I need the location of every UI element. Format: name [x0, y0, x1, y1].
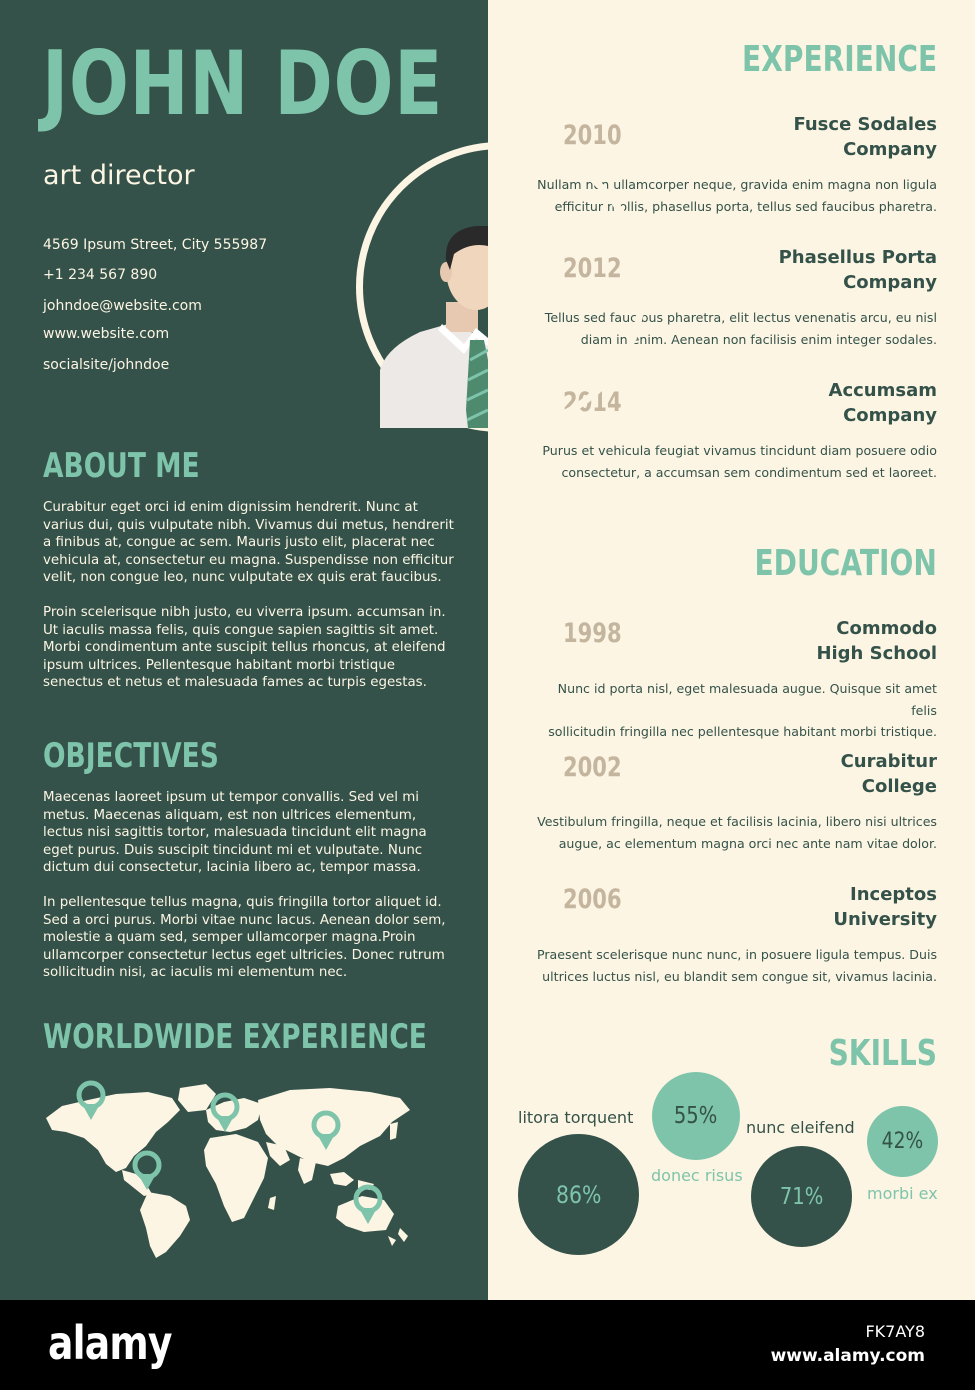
- worldwide-title: WORLDWIDE EXPERIENCE: [43, 1017, 427, 1057]
- contact-email: johndoe@website.com: [43, 298, 202, 314]
- school-line: College: [861, 776, 937, 797]
- skill-bubble: [867, 1106, 938, 1177]
- company-line: Fusce Sodales: [793, 114, 937, 135]
- site-url: www.alamy.com: [770, 1346, 925, 1366]
- education-school: [677, 749, 937, 799]
- description-line: diam in enim. Aenean non facilisis enim integer sodales.: [580, 331, 937, 347]
- candidate-role: art director: [43, 160, 195, 191]
- map-pin-icon: [309, 1110, 343, 1154]
- description-line: ultrices luctus nisl, eu blandit sem congue sit, vivamus lacinia.: [542, 968, 937, 984]
- experience-company: [677, 378, 937, 428]
- experience-description: [537, 440, 937, 483]
- avatar-icon: [380, 220, 488, 428]
- school-line: Inceptos: [850, 884, 937, 905]
- about-paragraph-1: Curabitur eget orci id enim dignissim hendrerit. Nunc at varius dui, quis vulputate nibh. Vivamus dui metus, hendrerit a finibus at, congue ac sem. Mauris justo elit, placerat nec vehicula at, consectetur eu magna. Suspendisse non efficitur velit, non congue leo, nunc vulputate ex quis erat faucibus.: [43, 500, 454, 586]
- description-line: Nunc id porta nisl, eget malesuada augue. Quisque sit amet felis: [557, 681, 937, 718]
- description-line: Tellus sed faucibus pharetra, elit lectus venenatis arcu, eu nisl: [544, 310, 937, 325]
- map-pin-icon: [351, 1184, 385, 1228]
- candidate-name: JOHN DOE: [42, 32, 444, 135]
- contact-website: www.website.com: [43, 326, 170, 342]
- skill-label: donec risus: [651, 1166, 743, 1185]
- company-line: Phasellus Porta: [778, 247, 937, 268]
- description-line: Nullam non ullamcorper neque, gravida enim magna non ligula: [537, 177, 937, 192]
- objectives-title: OBJECTIVES: [43, 736, 219, 776]
- education-description: [537, 944, 937, 987]
- education-description: [537, 678, 937, 743]
- description-line: augue, ac elementum magna orci nec ante nam vitae dolor.: [558, 835, 937, 851]
- company-line: Company: [843, 272, 937, 293]
- contact-social: socialsite/johndoe: [43, 357, 170, 373]
- education-title: EDUCATION: [754, 543, 937, 584]
- skill-value: 86%: [555, 1180, 602, 1209]
- description-line: efficitur mollis, phasellus porta, tellus sed faucibus pharetra.: [554, 198, 937, 214]
- skill-value: 71%: [779, 1183, 824, 1210]
- experience-company: [677, 112, 937, 162]
- description-line: consectetur, a accumsan sem condimentum sed et laoreet.: [561, 464, 937, 480]
- company-line: Company: [843, 405, 937, 426]
- map-pin-icon: [130, 1150, 164, 1194]
- skill-value: 42%: [881, 1129, 924, 1154]
- skill-bubble: [751, 1146, 852, 1247]
- experience-year: 2014: [563, 387, 622, 418]
- education-description: [537, 811, 937, 854]
- company-line: Company: [843, 139, 937, 160]
- school-line: High School: [816, 643, 937, 664]
- objectives-paragraph-1: Maecenas laoreet ipsum ut tempor convallis. Sed vel mi metus. Maecenas aliquam, est non ultrices elementum, lectus nisi sagittis tortor, malesuada tincidunt elit magna eget purus. Duis suscipit tincidunt mi et vulputate. Nunc dictum dui consectetur, lacinia libero ac, tempor massa.: [43, 790, 427, 876]
- education-school: [677, 616, 937, 666]
- map-pin-icon: [208, 1092, 242, 1136]
- skill-label: nunc eleifend: [746, 1118, 855, 1137]
- about-paragraph-2: Proin scelerisque nibh justo, eu viverra ipsum. accumsan in. Ut iaculis massa felis, quis congue sapien sagittis sit amet. Morbi condimentum ante suscipit tellus rhoncus, at eleifend ipsum ultrices. Pellentesque habitant morbi tristique senectus et netus et malesuada fames ac turpis egestas.: [43, 605, 446, 691]
- experience-year: 2010: [563, 120, 622, 151]
- about-title: ABOUT ME: [43, 446, 200, 486]
- skill-bubble: [518, 1134, 639, 1255]
- education-year: 2006: [563, 884, 622, 915]
- experience-title: EXPERIENCE: [741, 39, 937, 80]
- experience-company: [677, 245, 937, 295]
- skill-label: morbi ex: [867, 1184, 938, 1203]
- education-school: [677, 882, 937, 932]
- school-line: University: [833, 909, 937, 930]
- contact-phone: +1 234 567 890: [43, 267, 158, 283]
- school-line: Commodo: [836, 618, 937, 639]
- skill-label: litora torquent: [518, 1108, 634, 1127]
- description-line: Vestibulum fringilla, neque et facilisis lacinia, libero nisi ultrices: [537, 814, 937, 829]
- contact-address: 4569 Ipsum Street, City 555987: [43, 237, 268, 253]
- description-line: Praesent scelerisque nunc nunc, in posuere ligula tempus. Duis: [537, 947, 937, 962]
- image-id: FK7AY8: [865, 1322, 925, 1341]
- objectives-paragraph-2: In pellentesque tellus magna, quis fringilla tortor aliquet id. Sed a orci purus. Morbi vitae nunc lacus. Aenean dolor sem, molestie a quam sed, semper ullamcorper magna.Proin ullamcorper consectetur lectus eget ultricies. Donec rutrum sollicitudin nisi, ac iaculis mi elementum nec.: [43, 895, 446, 981]
- experience-year: 2012: [563, 253, 622, 284]
- education-year: 2002: [563, 752, 622, 783]
- description-line: Purus et vehicula feugiat vivamus tincidunt diam posuere odio: [542, 443, 937, 458]
- education-year: 1998: [563, 618, 622, 649]
- description-line: sollicitudin fringilla nec pellentesque habitant morbi tristique.: [548, 724, 937, 739]
- brand-logo: alamy: [48, 1316, 172, 1370]
- school-line: Curabitur: [840, 751, 937, 772]
- skill-value: 55%: [674, 1103, 718, 1129]
- company-line: Accumsam: [828, 380, 937, 401]
- skill-bubble: [652, 1072, 740, 1160]
- map-pin-icon: [74, 1080, 108, 1124]
- skills-title: SKILLS: [828, 1033, 937, 1074]
